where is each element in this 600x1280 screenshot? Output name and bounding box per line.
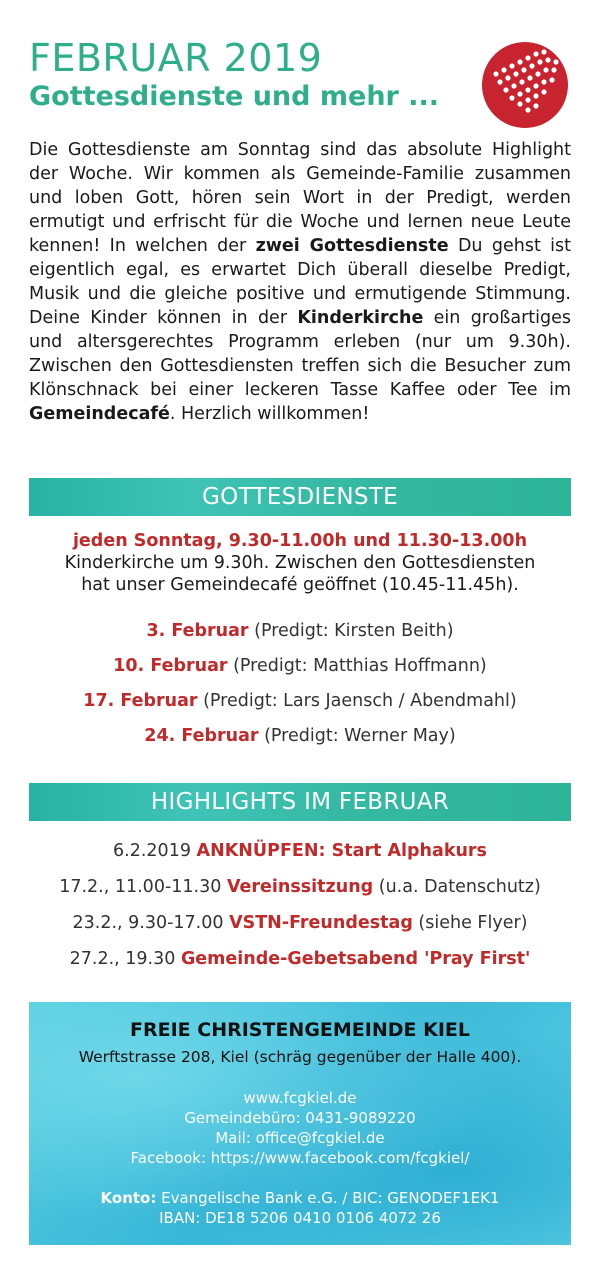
- highlight-date: 17.2., 11.00-11.30: [59, 877, 227, 897]
- website-link[interactable]: www.fcgkiel.de: [243, 1089, 357, 1107]
- intro-paragraph: [29, 138, 571, 426]
- highlight-date: 6.2.2019: [113, 841, 197, 861]
- service-note-line-2: hat unser Gemeindecafé geöffnet (10.45-11.45h).: [81, 575, 519, 595]
- highlight-date: 27.2., 19.30: [69, 949, 181, 969]
- intro-text-1: Die Gottesdienste am Sonntag sind das absolute Highlight der Woche. Wir kommen als Gemeinde-Familie zusammen und loben Gott, hören sein Wort in der Predigt, werden ermutigt und erfrischt für die Woche und lernen neue Leute kennen! In welchen der: [29, 140, 571, 256]
- service-date: 24. Februar: [144, 726, 259, 746]
- bank-line: [29, 1188, 571, 1208]
- list-item: [0, 833, 600, 869]
- page-title: FEBRUAR 2019: [29, 36, 323, 80]
- highlight-title: ANKNÜPFEN: Start Alphakurs: [196, 841, 487, 861]
- highlight-extra: (siehe Flyer): [412, 913, 528, 933]
- bank-info: [29, 1188, 571, 1228]
- services-heading: GOTTESDIENSTE: [29, 478, 571, 516]
- list-item: [0, 719, 600, 754]
- intro-bold-kids-church: Kinderkirche: [297, 308, 424, 328]
- intro-text-2: Du gehst ist eigentlich egal, es erwartet Dich überall dieselbe Predigt, Musik und die gleiche positive und ermutigende Stimmung. Deine Kinder können in der: [29, 236, 572, 328]
- list-item: [0, 684, 600, 719]
- service-note-line-1: Kinderkirche um 9.30h. Zwischen den Gottesdiensten: [64, 553, 536, 573]
- list-item: [0, 614, 600, 649]
- church-name: FREIE CHRISTENGEMEINDE KIEL: [130, 1019, 470, 1041]
- list-item: [0, 869, 600, 905]
- service-dates-list: [0, 614, 600, 754]
- phone-number: Gemeindebüro: 0431-9089220: [184, 1109, 416, 1127]
- church-logo-icon: [480, 40, 570, 130]
- highlight-extra: (u.a. Datenschutz): [373, 877, 541, 897]
- highlight-title: VSTN-Freundestag: [229, 913, 413, 933]
- service-date: 10. Februar: [113, 656, 228, 676]
- intro-bold-two-services: zwei Gottesdienste: [255, 236, 449, 256]
- service-preacher: (Predigt: Matthias Hoffmann): [227, 656, 487, 676]
- facebook-link[interactable]: Facebook: https://www.facebook.com/fcgkiel/: [130, 1149, 470, 1167]
- bank-label: Konto:: [100, 1189, 157, 1207]
- service-preacher: (Predigt: Werner May): [258, 726, 456, 746]
- bank-details: Evangelische Bank e.G. / BIC: GENODEF1EK1: [156, 1189, 500, 1207]
- list-item: [0, 905, 600, 941]
- highlight-date: 23.2., 9.30-17.00: [72, 913, 230, 933]
- service-preacher: (Predigt: Lars Jaensch / Abendmahl): [197, 691, 517, 711]
- highlight-title: Gemeinde-Gebetsabend 'Pray First': [180, 949, 531, 969]
- service-date: 3. Februar: [146, 621, 249, 641]
- highlight-title: Vereinssitzung: [226, 877, 374, 897]
- service-date: 17. Februar: [83, 691, 198, 711]
- intro-text-3: ein großartiges und altersgerechtes Programm erleben (nur um 9.30h). Zwischen den Gottesdiensten treffen sich die Besucher zum Klönschnack bei einer leckeren Tasse Kaffee oder Tee im: [29, 308, 571, 400]
- contact-info: [29, 1088, 571, 1168]
- church-address: Werftstrasse 208, Kiel (schräg gegenüber der Halle 400).: [78, 1048, 522, 1066]
- intro-bold-cafe: Gemeindecafé: [29, 404, 170, 424]
- service-preacher: (Predigt: Kirsten Beith): [248, 621, 454, 641]
- iban: IBAN: DE18 5206 0410 0106 4072 26: [159, 1209, 441, 1227]
- intro-text-4: . Herzlich willkommen!: [169, 404, 370, 424]
- service-times: jeden Sonntag, 9.30-11.00h und 11.30-13.00h: [72, 531, 528, 551]
- list-item: [0, 649, 600, 684]
- list-item: [0, 941, 600, 977]
- email-link[interactable]: Mail: office@fcgkiel.de: [215, 1129, 385, 1147]
- header: [29, 36, 489, 114]
- contact-footer: [29, 1002, 571, 1245]
- highlights-list: [0, 833, 600, 977]
- services-schedule: [0, 530, 600, 596]
- highlights-heading: HIGHLIGHTS IM FEBRUAR: [29, 783, 571, 821]
- page-subtitle: Gottesdienste und mehr ...: [29, 81, 440, 112]
